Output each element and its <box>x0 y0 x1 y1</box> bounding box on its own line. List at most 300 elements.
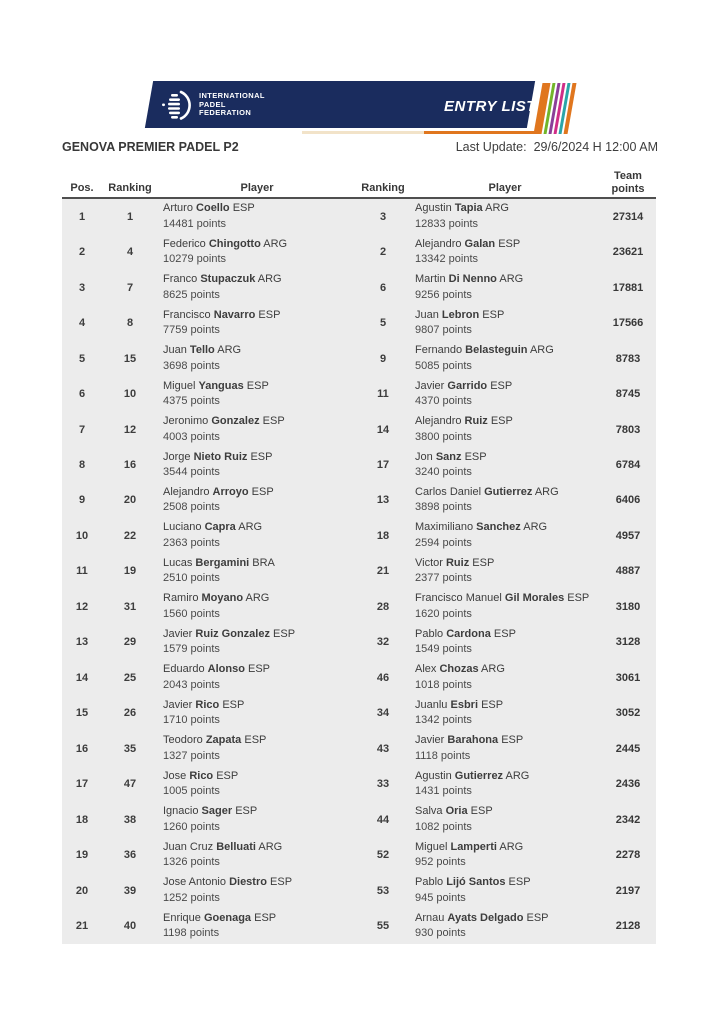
team-points-value: 27314 <box>612 210 644 223</box>
player-points-right: 9807 points <box>415 324 472 337</box>
logo-line-3: FEDERATION <box>199 108 252 118</box>
player-first-name: Juan <box>415 308 439 321</box>
ranking-value-left: 8 <box>126 317 134 330</box>
team-points-value: 17566 <box>612 317 644 330</box>
player-cell-left <box>158 379 356 410</box>
position-value: 5 <box>78 352 86 365</box>
player-last-name: Lijó Santos <box>446 876 506 889</box>
player-cell-left <box>158 627 356 658</box>
col-header-team-points: Team points <box>611 170 645 195</box>
player-last-name: Belasteguin <box>465 344 528 357</box>
ranking-value-left: 20 <box>123 494 137 507</box>
table-row <box>62 767 656 802</box>
player-country: ARG <box>534 485 559 498</box>
player-first-name: Martin <box>415 273 446 286</box>
player-points-right: 3898 points <box>415 501 472 514</box>
player-last-name: Chingotto <box>208 237 261 250</box>
player-cell-left <box>158 911 356 942</box>
player-country: ESP <box>482 308 505 321</box>
player-country: ESP <box>222 698 245 711</box>
player-cell-right <box>410 201 600 232</box>
player-points-right: 12833 points <box>415 217 478 230</box>
player-points-left: 4375 points <box>163 395 220 408</box>
player-name-right <box>415 804 600 820</box>
player-last-name: Tello <box>189 344 215 357</box>
player-cell-left <box>158 769 356 800</box>
ranking-value-right: 11 <box>377 388 389 401</box>
player-points-left: 14481 points <box>163 217 226 230</box>
player-last-name: Nieto Ruiz <box>193 450 248 463</box>
team-points-value: 6784 <box>615 459 641 472</box>
player-country: ARG <box>499 840 524 853</box>
player-name-right <box>415 769 600 785</box>
player-last-name: Ruiz <box>464 415 488 428</box>
player-first-name: Alejandro <box>163 485 210 498</box>
player-points-left: 2508 points <box>163 501 220 514</box>
ranking-value-left: 36 <box>123 849 137 862</box>
player-country: ARG <box>485 202 509 215</box>
player-name-left <box>163 520 356 536</box>
player-first-name: Franco <box>163 273 198 286</box>
player-cell-right <box>410 450 600 481</box>
player-last-name: Gonzalez <box>211 415 260 428</box>
ranking-value-right: 33 <box>376 778 390 791</box>
player-name-right <box>415 591 600 607</box>
player-last-name: Rico <box>189 769 214 782</box>
player-first-name: Juan <box>163 344 187 357</box>
tournament-title: GENOVA PREMIER PADEL P2 <box>62 140 239 154</box>
player-points-left: 1005 points <box>163 785 220 798</box>
player-name-right <box>415 733 600 749</box>
ranking-value-right: 32 <box>376 636 390 649</box>
position-value: 7 <box>78 423 86 436</box>
player-first-name: Eduardo <box>163 663 205 676</box>
ranking-value-right: 44 <box>376 813 390 826</box>
player-country: ARG <box>499 273 524 286</box>
player-country: ESP <box>273 627 296 640</box>
player-name-left <box>163 911 356 927</box>
player-cell-right <box>410 875 600 906</box>
last-update-label: Last Update: <box>455 140 527 154</box>
table-row <box>62 589 656 624</box>
player-first-name: Francisco <box>163 308 211 321</box>
position-value: 4 <box>78 317 86 330</box>
ranking-value-right: 2 <box>379 246 387 259</box>
player-name-right <box>415 911 600 927</box>
table-row <box>62 305 656 340</box>
table-row <box>62 802 656 837</box>
player-first-name: Javier <box>163 627 193 640</box>
player-points-right: 5085 points <box>415 359 472 372</box>
player-name-right <box>415 698 600 714</box>
player-last-name: Goenaga <box>203 911 252 924</box>
player-points-left: 4003 points <box>163 430 220 443</box>
player-country: BRA <box>252 556 275 569</box>
table-row <box>62 518 656 553</box>
table-row <box>62 660 656 695</box>
logo-line-1: INTERNATIONAL <box>199 91 265 101</box>
player-last-name: Lamperti <box>450 840 497 853</box>
player-name-left <box>163 272 356 288</box>
player-first-name: Fernando <box>415 344 463 357</box>
table-header <box>62 167 656 197</box>
ranking-value-right: 43 <box>376 742 390 755</box>
player-first-name: Carlos Daniel <box>415 485 482 498</box>
position-value: 2 <box>78 246 86 259</box>
player-name-right <box>415 201 600 217</box>
player-country: ARG <box>481 663 505 676</box>
player-name-left <box>163 804 356 820</box>
player-cell-right <box>410 272 600 303</box>
player-points-right: 1431 points <box>415 785 472 798</box>
player-country: ESP <box>244 734 267 747</box>
player-cell-left <box>158 414 356 445</box>
player-name-right <box>415 379 600 395</box>
player-points-right: 1620 points <box>415 607 472 620</box>
table-row <box>62 731 656 766</box>
player-last-name: Chozas <box>439 663 479 676</box>
player-cell-left <box>158 272 356 303</box>
position-value: 3 <box>78 281 86 294</box>
table-row <box>62 837 656 872</box>
player-first-name: Javier <box>163 698 193 711</box>
player-last-name: Gutierrez <box>484 485 533 498</box>
player-cell-right <box>410 698 600 729</box>
player-cell-right <box>410 520 600 551</box>
player-name-left <box>163 450 356 466</box>
player-points-left: 2510 points <box>163 572 220 585</box>
ranking-value-left: 22 <box>123 529 137 542</box>
player-points-right: 3240 points <box>415 466 472 479</box>
player-cell-left <box>158 308 356 339</box>
player-points-left: 1327 points <box>163 749 220 762</box>
player-country: ESP <box>246 379 269 392</box>
player-last-name: Tapia <box>454 202 483 215</box>
player-first-name: Jose Antonio <box>163 876 226 889</box>
player-cell-right <box>410 237 600 268</box>
player-first-name: Miguel <box>163 379 196 392</box>
player-last-name: Zapata <box>205 734 242 747</box>
ranking-value-right: 5 <box>379 317 387 330</box>
player-name-right <box>415 556 600 572</box>
ranking-value-left: 40 <box>123 920 137 933</box>
player-country: ARG <box>505 769 530 782</box>
player-name-right <box>415 237 600 253</box>
player-first-name: Luciano <box>163 521 202 534</box>
player-points-left: 1710 points <box>163 714 220 727</box>
player-cell-right <box>410 911 600 942</box>
table-row <box>62 376 656 411</box>
player-cell-left <box>158 237 356 268</box>
ranking-value-left: 15 <box>123 352 137 365</box>
player-name-right <box>415 485 600 501</box>
player-last-name: Alonso <box>207 663 245 676</box>
col-header-player-left: Player <box>240 181 274 194</box>
player-points-right: 2594 points <box>415 536 472 549</box>
player-last-name: Rico <box>195 698 220 711</box>
ipf-logo-text <box>199 92 265 118</box>
player-name-right <box>415 272 600 288</box>
player-name-left <box>163 237 356 253</box>
player-first-name: Agustin <box>415 769 452 782</box>
player-country: ESP <box>464 450 487 463</box>
team-points-value: 3052 <box>615 707 641 720</box>
position-value: 17 <box>75 778 89 791</box>
ranking-value-left: 19 <box>123 565 137 578</box>
ranking-value-right: 34 <box>376 707 390 720</box>
player-points-left: 10279 points <box>163 253 226 266</box>
player-country: ARG <box>263 237 288 250</box>
col-header-ranking-right: Ranking <box>361 181 405 194</box>
ranking-value-left: 16 <box>123 459 137 472</box>
player-first-name: Javier <box>415 379 445 392</box>
player-points-left: 2363 points <box>163 536 220 549</box>
player-points-right: 13342 points <box>415 253 478 266</box>
player-country: ESP <box>481 698 504 711</box>
player-last-name: Galan <box>464 237 496 250</box>
player-country: ESP <box>498 237 521 250</box>
player-points-left: 1198 points <box>163 927 220 940</box>
player-cell-right <box>410 591 600 622</box>
table-row <box>62 412 656 447</box>
player-last-name: Yanguas <box>198 379 244 392</box>
player-country: ESP <box>472 556 495 569</box>
last-update <box>456 140 658 154</box>
ranking-value-left: 1 <box>126 210 134 223</box>
player-last-name: Gil Morales <box>504 592 565 605</box>
player-last-name: Belluati <box>216 840 256 853</box>
player-points-left: 7759 points <box>163 324 220 337</box>
player-first-name: Jorge <box>163 450 191 463</box>
position-value: 13 <box>75 636 89 649</box>
banner-underline-left <box>302 131 424 134</box>
player-name-right <box>415 343 600 359</box>
player-first-name: Juan Cruz <box>163 840 214 853</box>
player-country: ESP <box>270 876 293 889</box>
player-first-name: Alejandro <box>415 415 462 428</box>
player-country: ESP <box>262 415 285 428</box>
banner-stripes <box>534 83 579 134</box>
col-header-pos: Pos. <box>70 181 94 194</box>
player-name-left <box>163 733 356 749</box>
player-cell-right <box>410 840 600 871</box>
player-last-name: Sanz <box>435 450 462 463</box>
padel-ball-icon <box>161 89 193 121</box>
player-cell-right <box>410 343 600 374</box>
ranking-value-right: 52 <box>376 849 390 862</box>
player-points-left: 2043 points <box>163 678 220 691</box>
table-row <box>62 554 656 589</box>
position-value: 12 <box>75 600 89 613</box>
player-cell-left <box>158 520 356 551</box>
player-name-left <box>163 662 356 678</box>
player-country: ESP <box>254 911 277 924</box>
position-value: 11 <box>76 565 88 578</box>
player-cell-right <box>410 414 600 445</box>
team-points-value: 2197 <box>615 884 641 897</box>
player-cell-right <box>410 379 600 410</box>
team-points-value: 2128 <box>615 920 641 933</box>
player-last-name: Arroyo <box>212 485 249 498</box>
player-points-right: 1018 points <box>415 678 472 691</box>
team-points-value: 2445 <box>615 742 641 755</box>
player-first-name: Pablo <box>415 876 444 889</box>
player-last-name: Ruiz <box>445 556 470 569</box>
team-points-value: 8745 <box>615 388 641 401</box>
player-cell-left <box>158 485 356 516</box>
player-points-right: 945 points <box>415 891 466 904</box>
player-last-name: Gutierrez <box>454 769 504 782</box>
player-country: ARG <box>258 840 283 853</box>
player-points-left: 8625 points <box>163 288 220 301</box>
ranking-value-right: 18 <box>376 529 390 542</box>
table-row <box>62 199 656 234</box>
position-value: 19 <box>75 849 89 862</box>
player-cell-left <box>158 875 356 906</box>
position-value: 14 <box>75 671 89 684</box>
player-cell-left <box>158 804 356 835</box>
player-points-left: 1260 points <box>163 820 220 833</box>
table-row <box>62 483 656 518</box>
ranking-value-right: 9 <box>379 352 387 365</box>
player-cell-left <box>158 343 356 374</box>
player-first-name: Jeronimo <box>163 415 209 428</box>
player-last-name: Cardona <box>446 627 491 640</box>
player-name-left <box>163 414 356 430</box>
team-points-value: 2278 <box>615 849 641 862</box>
ranking-value-left: 7 <box>126 281 134 294</box>
player-last-name: Sanchez <box>476 521 521 534</box>
player-country: ESP <box>251 485 274 498</box>
position-value: 20 <box>75 884 89 897</box>
team-points-value: 7803 <box>615 423 641 436</box>
table-row <box>62 873 656 908</box>
player-name-left <box>163 591 356 607</box>
player-first-name: Agustin <box>415 202 452 215</box>
table-row <box>62 696 656 731</box>
player-country: ESP <box>567 592 590 605</box>
position-value: 1 <box>78 210 86 223</box>
player-first-name: Arturo <box>163 202 193 215</box>
player-first-name: Lucas <box>163 556 193 569</box>
position-value: 18 <box>75 813 89 826</box>
ranking-value-right: 13 <box>376 494 390 507</box>
ranking-value-left: 39 <box>123 884 137 897</box>
player-points-left: 1560 points <box>163 607 220 620</box>
player-last-name: Diestro <box>229 876 267 889</box>
col-header-player-right: Player <box>488 181 522 194</box>
player-points-left: 1579 points <box>163 643 220 656</box>
table-row <box>62 447 656 482</box>
position-value: 9 <box>78 494 86 507</box>
ranking-value-right: 6 <box>379 281 387 294</box>
player-points-right: 1118 points <box>415 749 471 762</box>
position-value: 6 <box>78 388 86 401</box>
team-points-value: 2436 <box>615 778 641 791</box>
player-last-name: Oria <box>445 805 468 818</box>
player-points-right: 2377 points <box>415 572 472 585</box>
player-first-name: Juanlu <box>415 698 448 711</box>
team-points-value: 4957 <box>615 529 641 542</box>
team-points-value: 3061 <box>615 671 641 684</box>
player-country: ESP <box>493 627 516 640</box>
table-row <box>62 341 656 376</box>
player-name-left <box>163 698 356 714</box>
player-last-name: Ruiz Gonzalez <box>195 627 270 640</box>
team-points-value: 3128 <box>615 636 641 649</box>
player-first-name: Salva <box>415 805 443 818</box>
player-first-name: Francisco Manuel <box>415 592 502 605</box>
player-cell-right <box>410 556 600 587</box>
player-first-name: Victor <box>415 556 443 569</box>
logo-line-2: PADEL <box>199 99 226 109</box>
player-cell-right <box>410 769 600 800</box>
player-name-left <box>163 875 356 891</box>
ranking-value-right: 3 <box>379 210 387 223</box>
banner-underline-right <box>424 131 540 134</box>
player-cell-left <box>158 840 356 871</box>
position-value: 10 <box>75 529 89 542</box>
position-value: 8 <box>78 459 86 472</box>
player-first-name: Ramiro <box>163 592 199 605</box>
player-points-right: 4370 points <box>415 395 472 408</box>
ranking-value-left: 38 <box>123 813 137 826</box>
player-first-name: Federico <box>163 237 206 250</box>
player-country: ESP <box>526 911 549 924</box>
player-country: ARG <box>257 273 282 286</box>
player-first-name: Miguel <box>415 840 448 853</box>
player-name-right <box>415 308 600 324</box>
player-name-left <box>163 308 356 324</box>
player-last-name: Bergamini <box>195 556 250 569</box>
ranking-value-left: 29 <box>123 636 137 649</box>
ranking-value-left: 26 <box>123 707 137 720</box>
team-points-value: 6406 <box>615 494 641 507</box>
table-row <box>62 908 656 943</box>
player-country: ESP <box>232 202 255 215</box>
player-name-left <box>163 201 356 217</box>
player-cell-left <box>158 733 356 764</box>
player-country: ARG <box>245 592 270 605</box>
player-cell-left <box>158 556 356 587</box>
player-country: ESP <box>508 876 531 889</box>
table-row <box>62 234 656 269</box>
player-country: ESP <box>250 450 273 463</box>
player-points-left: 3544 points <box>163 466 220 479</box>
player-name-left <box>163 840 356 856</box>
player-last-name: Ayats Delgado <box>447 911 524 924</box>
team-points-value: 4887 <box>615 565 641 578</box>
player-country: ESP <box>258 308 281 321</box>
player-points-left: 1326 points <box>163 856 220 869</box>
team-points-value: 17881 <box>612 281 644 294</box>
player-name-left <box>163 627 356 643</box>
ranking-value-right: 17 <box>376 459 390 472</box>
player-country: ESP <box>490 379 513 392</box>
player-country: ARG <box>523 521 548 534</box>
player-cell-right <box>410 662 600 693</box>
ipf-logo <box>161 87 265 123</box>
player-name-right <box>415 840 600 856</box>
table-row <box>62 270 656 305</box>
position-value: 21 <box>75 920 89 933</box>
player-first-name: Pablo <box>415 627 444 640</box>
player-first-name: Jon <box>415 450 433 463</box>
player-first-name: Ignacio <box>163 805 199 818</box>
ranking-value-right: 55 <box>376 920 390 933</box>
player-last-name: Barahona <box>447 734 499 747</box>
player-cell-right <box>410 733 600 764</box>
